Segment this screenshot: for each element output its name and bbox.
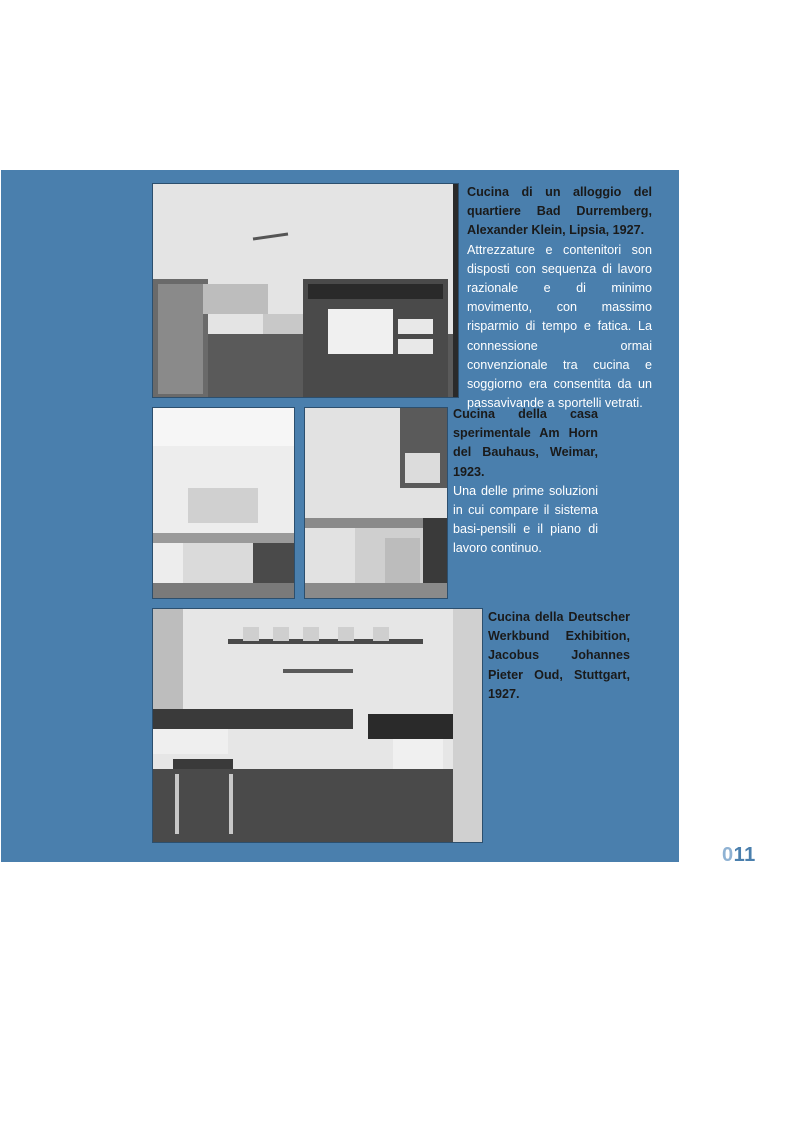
caption-title: Cucina di un alloggio del quartiere Bad Durremberg, Alexander Klein, Lipsia, 1927. <box>467 185 652 238</box>
caption-bad-durremberg <box>467 183 652 413</box>
page-number <box>722 844 756 867</box>
caption-title: Cucina della Deutscher Werkbund Exhibition, Jacobus Johannes Pieter Oud, Stuttgart, 1927. <box>488 610 630 701</box>
photo-bad-durremberg-kitchen <box>152 183 459 398</box>
page-number-digits: 11 <box>733 844 756 866</box>
photo-am-horn-kitchen-left <box>152 407 295 599</box>
photo-werkbund-kitchen <box>152 608 483 843</box>
caption-body: Attrezzature e contenitori son disposti con sequenza di lavoro razionale e di minimo movimento, con massimo risparmio di tempo e fatica. La connessione ormai convenzionale tra cucina e soggiorno era consentita da un passavivande a sportelli vetrati. <box>467 242 652 411</box>
caption-werkbund <box>488 608 630 704</box>
caption-am-horn <box>453 405 598 559</box>
caption-body: Una delle prime soluzioni in cui compare il sistema basi-pensili e il piano di lavoro continuo. <box>453 483 598 556</box>
photo-am-horn-kitchen-right <box>304 407 448 599</box>
caption-title: Cucina della casa sperimentale Am Horn del Bauhaus, Weimar, 1923. <box>453 407 598 479</box>
page-number-leading-zero: 0 <box>722 844 734 866</box>
